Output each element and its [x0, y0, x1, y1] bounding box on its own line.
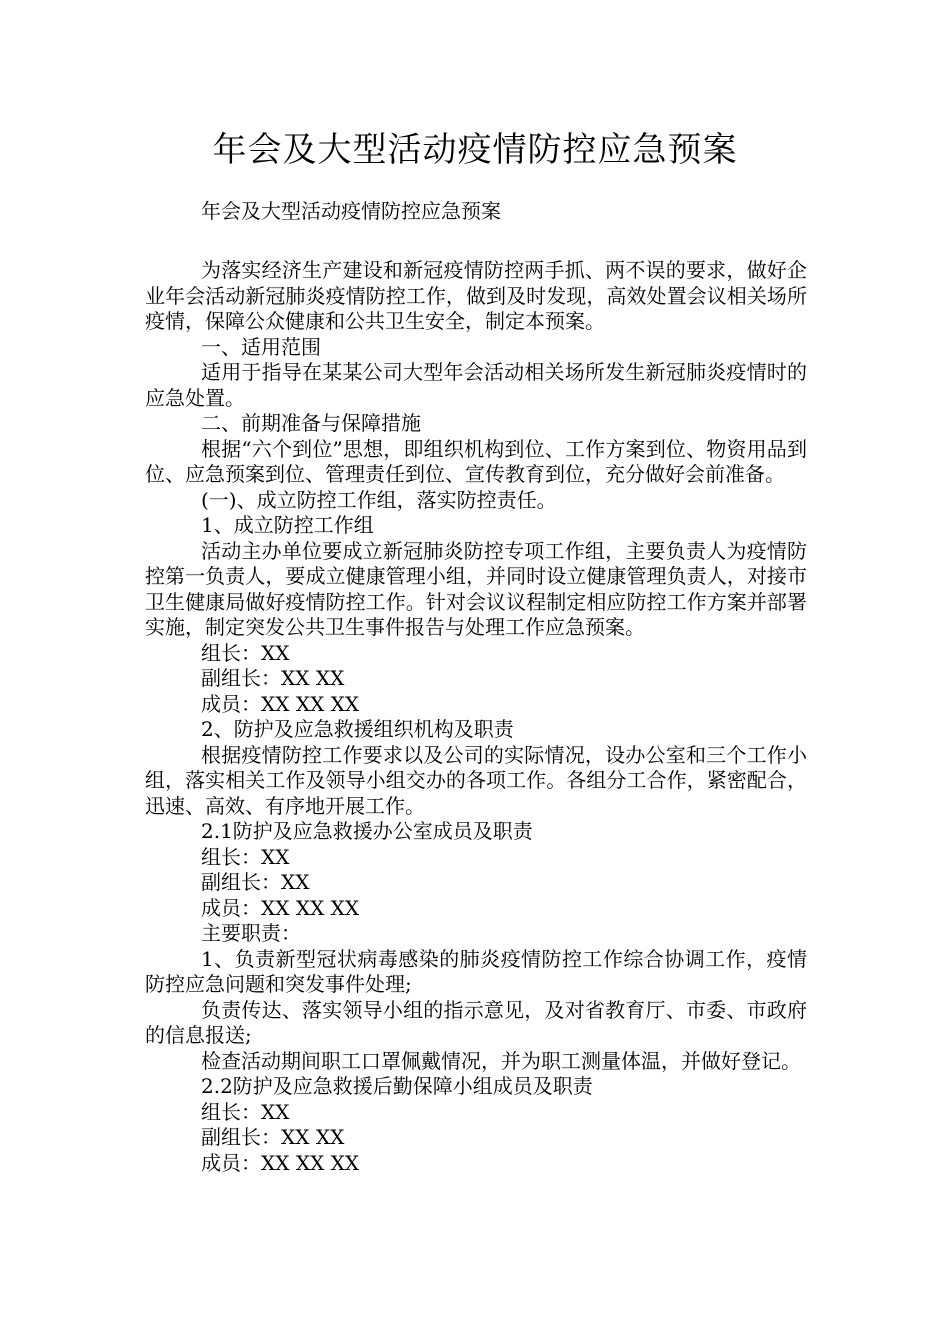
- logistics-deputy-line: 副组长：XX XX: [201, 1125, 345, 1149]
- document-title: 年会及大型活动疫情防控应急预案: [212, 130, 738, 170]
- office-leader-line: 组长：XX: [201, 844, 290, 869]
- item-heading-organization: 2、防护及应急救援组织机构及职责: [201, 717, 514, 741]
- item-heading-logistics: 2.2防护及应急救援后勤保障小组成员及职责: [201, 1074, 593, 1098]
- paragraph-team: 活动主办单位要成立新冠肺炎防控专项工作组，主要负责人为疫情防控第一负责人，要成立健康管理小组，并同时设立健康管理负责人，对接市卫生健康局做好疫情防控工作。针对会议议程制定相应防控工作方案并部署实施，制定突发公共卫生事件报告与处理工作应急预案。: [145, 538, 807, 639]
- duty-item-1: 1、负责新型冠状病毒感染的肺炎疫情防控工作综合协调工作，疫情防控应急问题和突发事件处理;: [145, 946, 807, 996]
- logistics-members-line: 成员：XX XX XX: [201, 1150, 360, 1175]
- item-heading-team: 1、成立防控工作组: [201, 513, 374, 537]
- document-body: [145, 196, 807, 1176]
- team-leader-line: 组长：XX: [201, 640, 290, 665]
- duty-item-2: 负责传达、落实领导小组的指示意见，及对省教育厅、市委、市政府的信息报送;: [145, 997, 807, 1047]
- team-deputy-line: 副组长：XX XX: [201, 666, 345, 690]
- paragraph-scope: 适用于指导在某某公司大型年会活动相关场所发生新冠肺炎疫情时的应急处置。: [145, 360, 807, 410]
- paragraph-preparation: 根据“六个到位”思想，即组织机构到位、工作方案到位、物资用品到位、应急预案到位、管理责任到位、宣传教育到位，充分做好会前准备。: [145, 436, 807, 486]
- document-page: [145, 0, 807, 1344]
- section-heading-scope: 一、适用范围: [201, 334, 321, 359]
- subsection-heading-team: (一)、成立防控工作组，落实防控责任。: [201, 487, 557, 512]
- paragraph-intro: 为落实经济生产建设和新冠疫情防控两手抓、两不误的要求，做好企业年会活动新冠肺炎疫情防控工作，做到及时发现，高效处置会议相关场所疫情，保障公众健康和公共卫生安全，制定本预案。: [145, 258, 807, 333]
- logistics-leader-line: 组长：XX: [201, 1099, 290, 1124]
- office-members-line: 成员：XX XX XX: [201, 895, 360, 920]
- duties-heading: 主要职责：: [201, 921, 301, 945]
- duty-item-3: 检查活动期间职工口罩佩戴情况，并为职工测量体温，并做好登记。: [201, 1048, 801, 1073]
- paragraph-organization: 根据疫情防控工作要求以及公司的实际情况，设办公室和三个工作小组，落实相关工作及领导小组交办的各项工作。各组分工合作，紧密配合，迅速、高效、有序地开展工作。: [145, 742, 807, 818]
- document-subtitle: 年会及大型活动疫情防控应急预案: [201, 199, 501, 223]
- item-heading-office: 2.1防护及应急救援办公室成员及职责: [201, 819, 533, 843]
- team-members-line: 成员：XX XX XX: [201, 691, 360, 716]
- section-heading-preparation: 二、前期准备与保障措施: [201, 411, 421, 435]
- office-deputy-line: 副组长：XX: [201, 870, 310, 894]
